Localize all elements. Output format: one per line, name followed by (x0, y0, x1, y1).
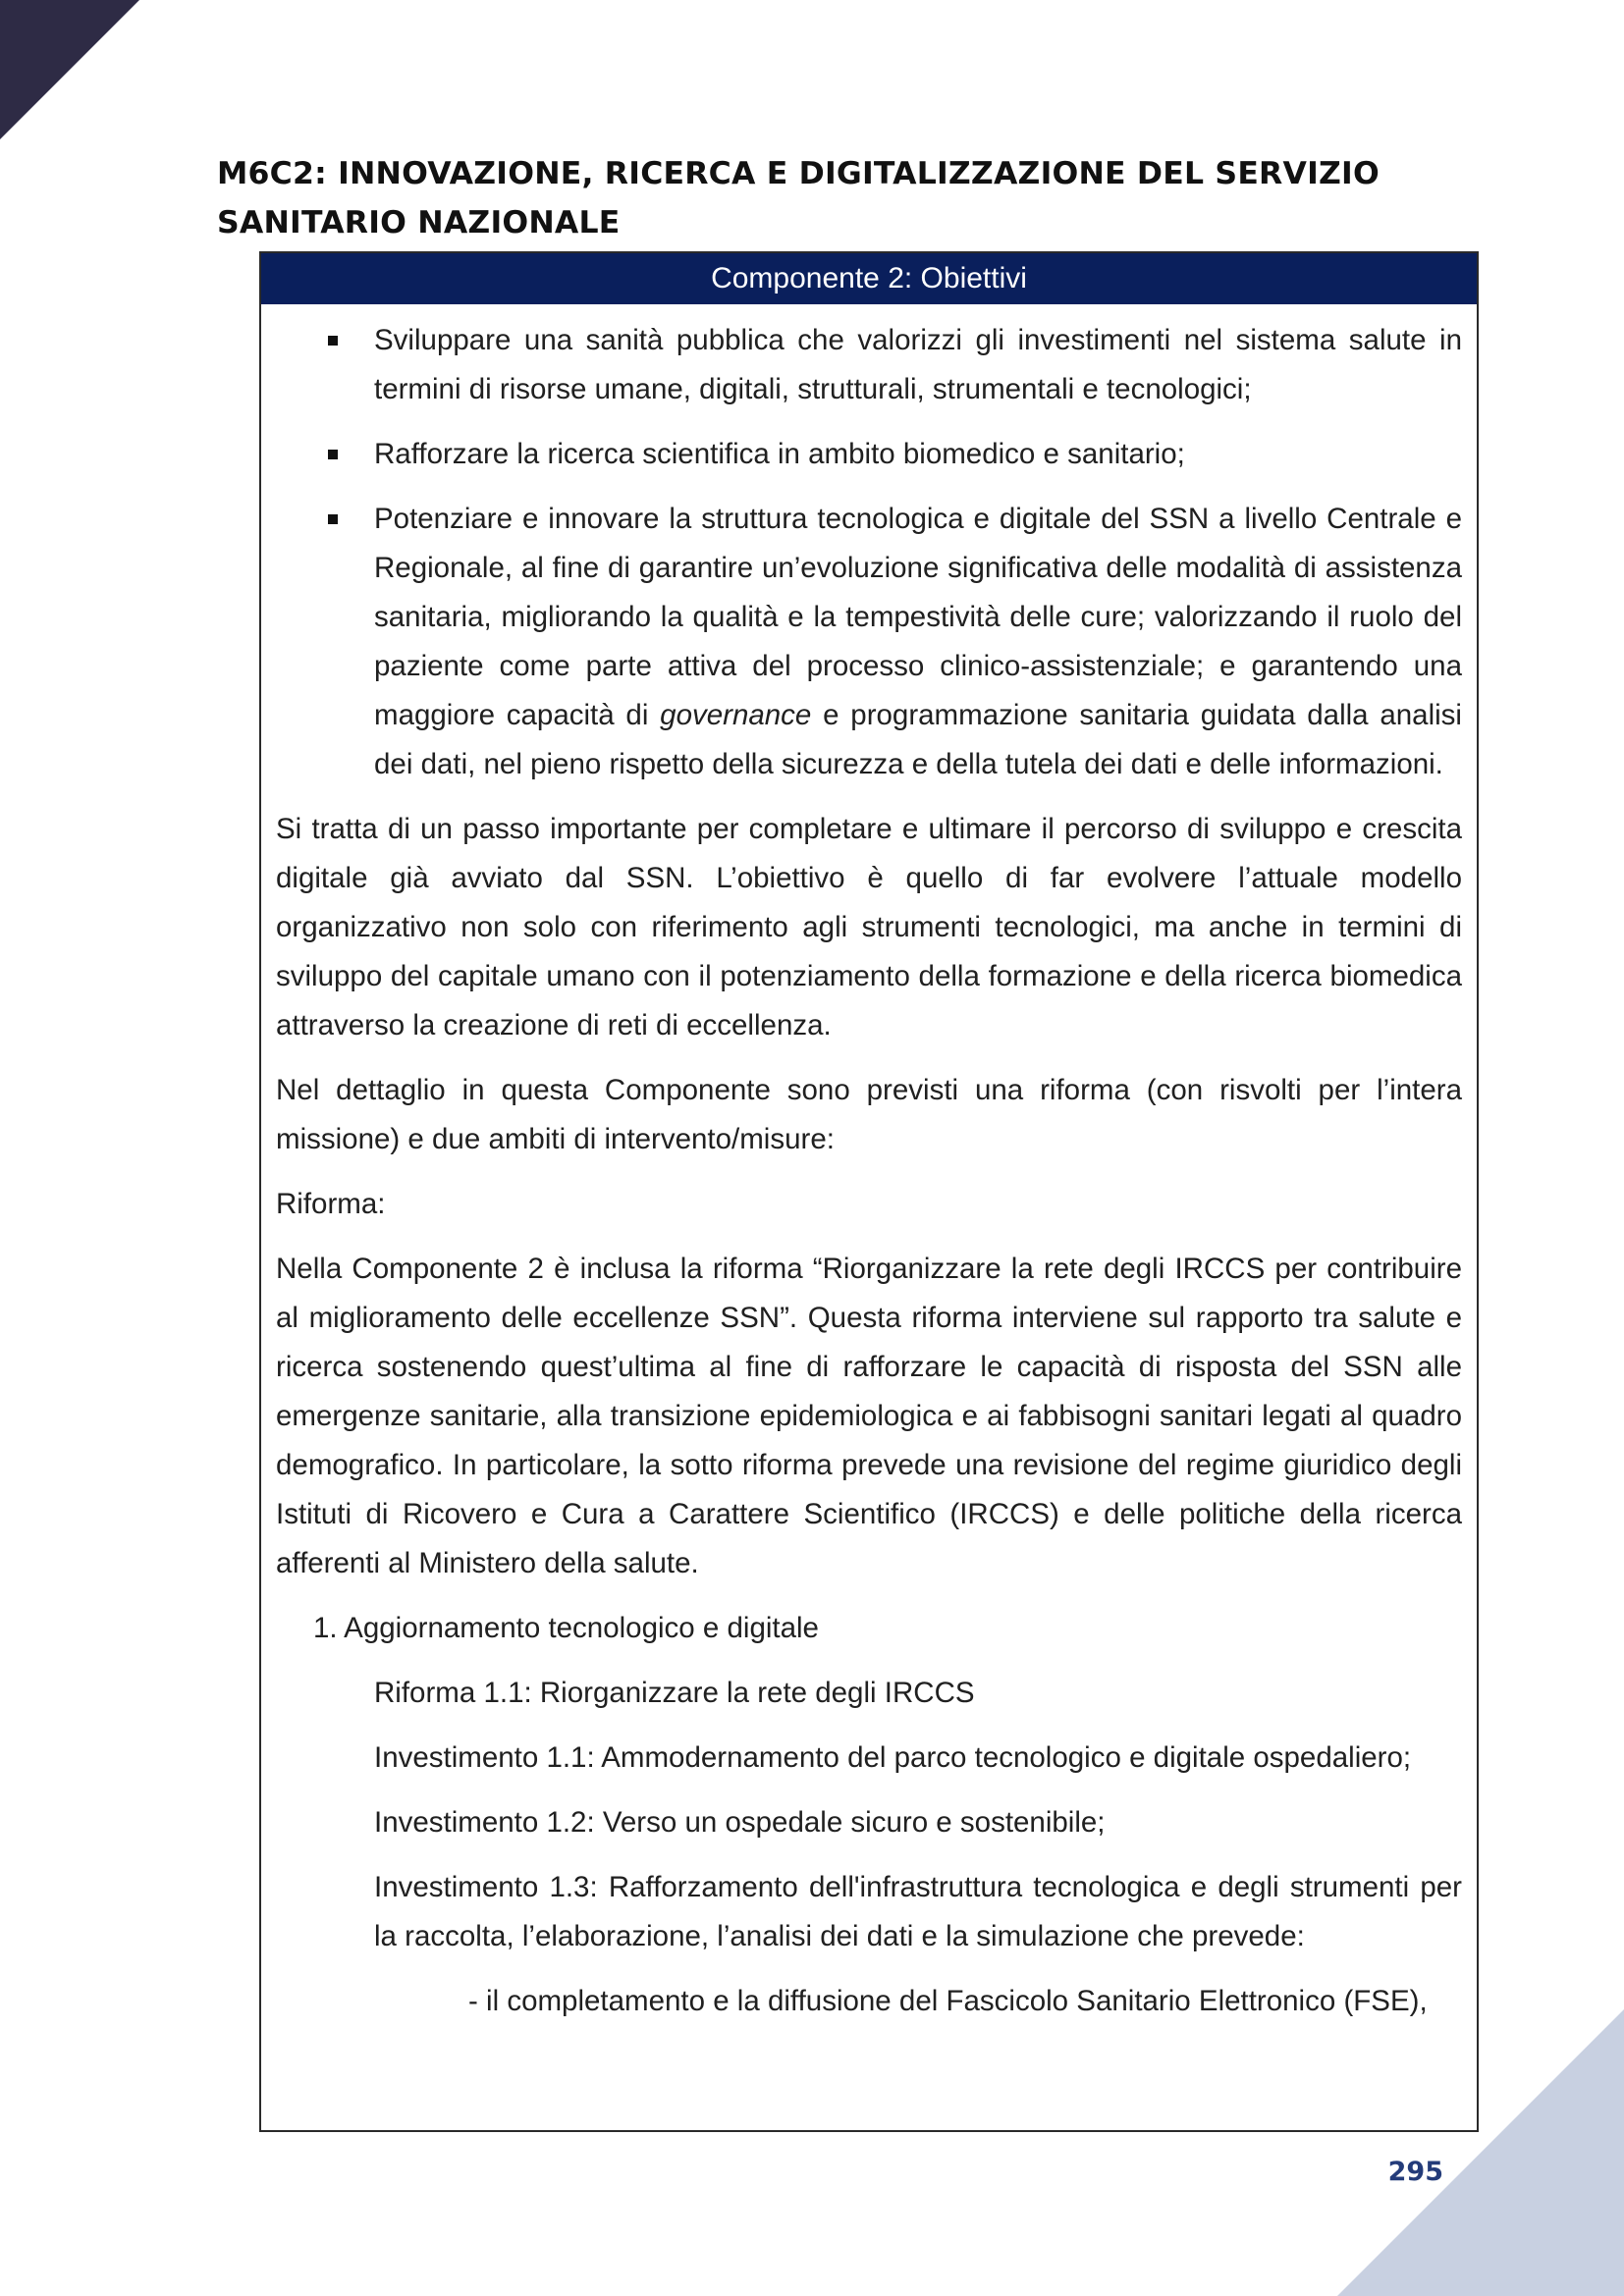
sub-item: Investimento 1.2: Verso un ospedale sicuro e sostenibile; (374, 1806, 1106, 1839)
section-title: M6C2: INNOVAZIONE, RICERCA E DIGITALIZZAZIONE DEL SERVIZIO SANITARIO NAZIONALE (217, 156, 1380, 240)
objective-text-emphasis: governance (660, 699, 812, 731)
objective-text: Rafforzare la ricerca scientifica in ambito biomedico e sanitario; (374, 438, 1185, 470)
objective-item (276, 430, 1462, 479)
numbered-heading: 1. Aggiornamento tecnologico e digitale (313, 1612, 819, 1644)
box-body (261, 304, 1477, 2026)
objectives-box (259, 251, 1479, 2132)
paragraph-reform-label: Riforma: (276, 1188, 386, 1220)
square-bullet-icon (328, 514, 338, 524)
sub-sub-item: - il completamento e la diffusione del Fascicolo Sanitario Elettronico (FSE), (468, 1985, 1428, 2017)
sub-item: Riforma 1.1: Riorganizzare la rete degli IRCCS (374, 1677, 975, 1709)
box-header: Componente 2: Obiettivi (261, 253, 1477, 304)
objective-text: Sviluppare una sanità pubblica che valorizzi gli investimenti nel sistema salute in termini di risorse umane, digitali, strutturali, strumentali e tecnologici; (374, 324, 1462, 405)
objective-item (276, 316, 1462, 414)
paragraph-detail: Nel dettaglio in questa Componente sono previsti una riforma (con risvolti per l’intera missione) e due ambiti di intervento/misure: (276, 1074, 1462, 1155)
objectives-list (276, 316, 1462, 789)
objective-text-before: Potenziare e innovare la struttura tecnologica e digitale del SSN a livello Centrale e Regionale, al fine di garantire un’evoluzione significativa delle modalità di assistenza sanitaria, migliorando la qualità e la tempestività delle cure; valorizzando il ruolo del paziente come parte attiva del processo clinico-assistenziale; e garantendo una maggiore capacità di (374, 503, 1462, 731)
objective-item (276, 495, 1462, 789)
sub-item: Investimento 1.3: Rafforzamento dell'infrastruttura tecnologica e degli strumenti per la raccolta, l’elaborazione, l’analisi dei dati e la simulazione che prevede: (374, 1871, 1462, 1952)
objective-text-after: e programmazione sanitaria guidata dalla analisi dei dati, nel pieno rispetto della sicurezza e della tutela dei dati e delle informazioni. (374, 699, 1462, 780)
paragraph-intro: Si tratta di un passo importante per completare e ultimare il percorso di sviluppo e crescita digitale già avviato dal SSN. L’obiettivo è quello di far evolvere l’attuale modello organizzativo non solo con riferimento agli strumenti tecnologici, ma anche in termini di sviluppo del capitale umano con il potenziamento della formazione e della ricerca biomedica attraverso la creazione di reti di eccellenza. (276, 813, 1462, 1041)
paragraph-reform: Nella Componente 2 è inclusa la riforma “Riorganizzare la rete degli IRCCS per contribuire al miglioramento delle eccellenze SSN”. Questa riforma interviene sul rapporto tra salute e ricerca sostenendo quest’ultima al fine di rafforzare le capacità di risposta del SSN alle emergenze sanitarie, alla transizione epidemiologica e ai fabbisogni sanitari legati al quadro demografico. In particolare, la sotto riforma prevede una revisione del regime giuridico degli Istituti di Ricovero e Cura a Carattere Scientifico (IRCCS) e delle politiche della ricerca afferenti al Ministero della salute. (276, 1253, 1462, 1579)
square-bullet-icon (328, 450, 338, 459)
sub-item: Investimento 1.1: Ammodernamento del parco tecnologico e digitale ospedaliero; (374, 1741, 1412, 1774)
square-bullet-icon (328, 336, 338, 346)
page-number: 295 (1387, 2157, 1443, 2187)
corner-decoration-top (0, 0, 139, 139)
